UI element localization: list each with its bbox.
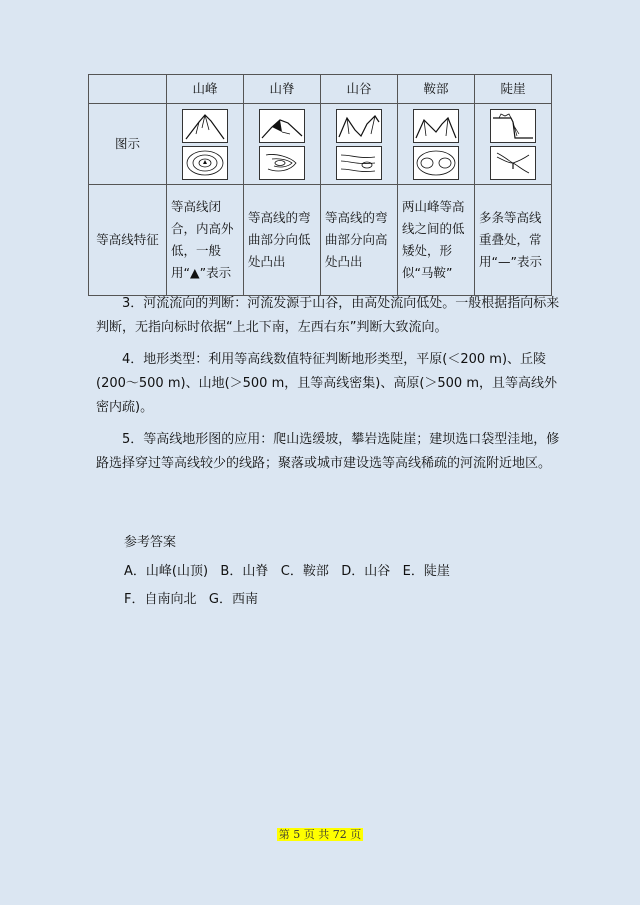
terrain-table: [88, 74, 552, 296]
feature-cell-valley: 等高线的弯曲部分向高处凸出: [321, 185, 398, 296]
valley-sketch-icon: [336, 109, 382, 143]
page-footer: [0, 826, 640, 842]
header-cell-cliff: 陡崖: [475, 75, 552, 104]
cliff-sketch-icon: [490, 109, 536, 143]
feature-cell-peak: 等高线闭合，内高外低，一般用“▲”表示: [167, 185, 244, 296]
answers-line-1: A．山峰(山顶) B．山脊 C．鞍部 D．山谷 E．陡崖: [124, 564, 450, 579]
saddle-contour-icon: [413, 146, 459, 180]
page-number: 第 5 页 共 72 页: [278, 828, 362, 841]
header-cell-peak: 山峰: [167, 75, 244, 104]
answers-line-2: F．自南向北 G．西南: [124, 592, 258, 607]
mountain-peak-sketch-icon: [182, 109, 228, 143]
image-cell-saddle: [398, 104, 475, 185]
image-cell-cliff: [475, 104, 552, 185]
table-image-row: [89, 104, 552, 185]
table-header-row: [89, 75, 552, 104]
feature-cell-cliff: 多条等高线重叠处，常用“—”表示: [475, 185, 552, 296]
table-feature-row: [89, 185, 552, 296]
feature-cell-ridge: 等高线的弯曲部分向低处凸出: [244, 185, 321, 296]
feature-cell-saddle: 两山峰等高线之间的低矮处，形似“马鞍”: [398, 185, 475, 296]
paragraph-river-direction: 3．河流流向的判断：河流发源于山谷，由高处流向低处。一般根据指向标来判断，无指向标时依据“上北下南，左西右东”判断大致流向。: [96, 296, 560, 335]
row-label-image: 图示: [89, 104, 167, 185]
answers-title: 参考答案: [124, 535, 177, 550]
ridge-contour-icon: [259, 146, 305, 180]
peak-contour-icon: [182, 146, 228, 180]
header-cell-valley: 山谷: [321, 75, 398, 104]
row-label-feature: 等高线特征: [89, 185, 167, 296]
valley-contour-icon: [336, 146, 382, 180]
saddle-sketch-icon: [413, 109, 459, 143]
cliff-contour-icon: [490, 146, 536, 180]
image-cell-valley: [321, 104, 398, 185]
image-cell-ridge: [244, 104, 321, 185]
header-cell-blank: [89, 75, 167, 104]
header-cell-ridge: 山脊: [244, 75, 321, 104]
header-cell-saddle: 鞍部: [398, 75, 475, 104]
paragraph-terrain-types: 4．地形类型：利用等高线数值特征判断地形类型，平原(＜200 m)、丘陵(200～500 m)、山地(＞500 m，且等高线密集)、高原(＞500 m，且等高线外密内疏)。: [96, 352, 557, 415]
paragraph-contour-application: 5．等高线地形图的应用：爬山选缓坡，攀岩选陡崖；建坝选口袋型洼地，修路选择穿过等高线较少的线路；聚落或城市建设选等高线稀疏的河流附近地区。: [96, 432, 560, 471]
image-cell-peak: [167, 104, 244, 185]
ridge-sketch-icon: [259, 109, 305, 143]
